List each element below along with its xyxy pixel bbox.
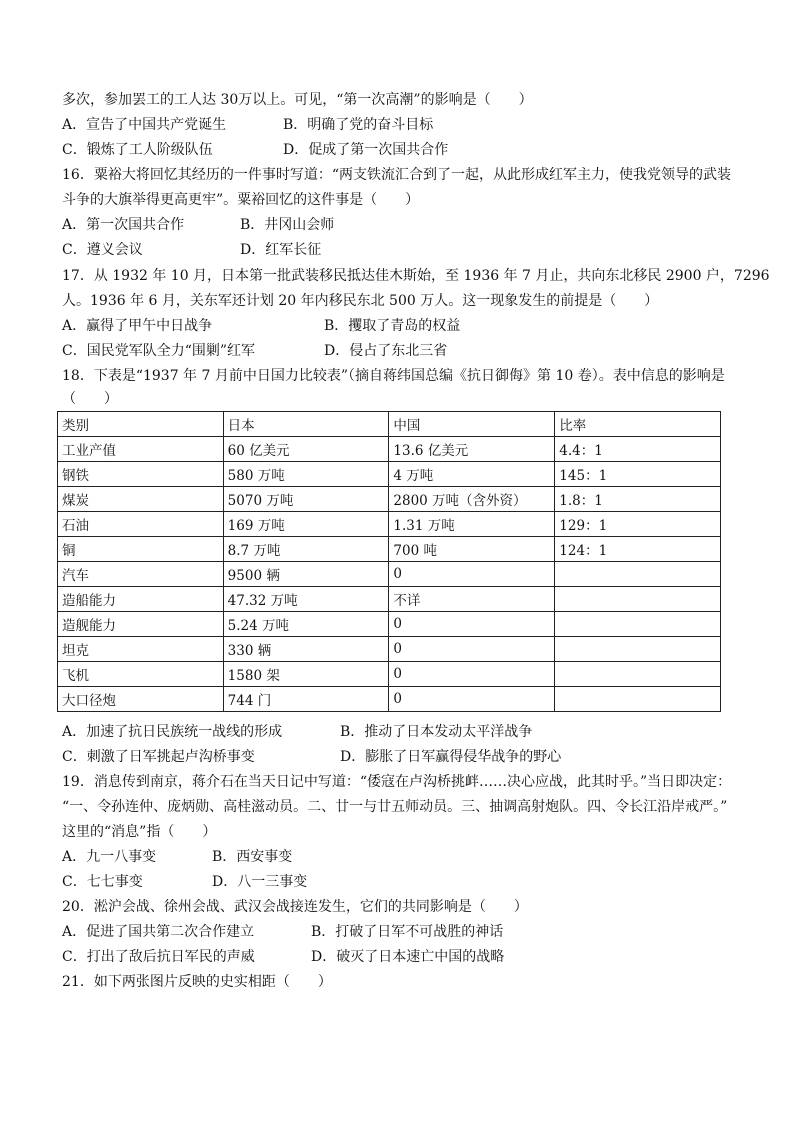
- table-cell: [555, 637, 721, 662]
- table-row: [58, 612, 721, 637]
- q15-option-c: C．锻炼了工人阶级队伍: [62, 142, 213, 158]
- q19-option-a: A．九一八事变: [62, 849, 157, 865]
- q18-stem-line-1: 18．下表是“1937 年 7 月前中日国力比较表”（摘自蒋纬国总编《抗日御侮》第 10 卷）。表中信息的影响是: [62, 368, 725, 384]
- table-row: [58, 687, 721, 712]
- q19-stem-line-1: 19．消息传到南京，蒋介石在当天日记中写道：“倭寇在卢沟桥挑衅……决心应战，此其时乎。”当日即决定：: [62, 774, 732, 790]
- table-cell: 0: [389, 662, 555, 687]
- table-cell: 129：1: [555, 512, 721, 537]
- table-cell: 145：1: [555, 462, 721, 487]
- q20-option-a: A．促进了国共第二次合作建立: [62, 924, 255, 940]
- table-row: [58, 537, 721, 562]
- table-cell: 铜: [58, 537, 224, 562]
- table-cell: 700 吨: [389, 537, 555, 562]
- table-row: [58, 462, 721, 487]
- q20-option-d: D．破灭了日本速亡中国的战略: [311, 949, 505, 965]
- table-cell: 钢铁: [58, 462, 224, 487]
- table-cell: 580 万吨: [223, 462, 389, 487]
- q15-option-a: A．宣告了中国共产党诞生: [62, 117, 227, 133]
- table-header-cell: 比率: [555, 412, 721, 437]
- table-cell: 0: [389, 637, 555, 662]
- q19-option-c: C．七七事变: [62, 874, 143, 890]
- table-cell: 4.4：1: [555, 437, 721, 462]
- table-cell: 330 辆: [223, 637, 389, 662]
- table-cell: [555, 562, 721, 587]
- table-header-cell: 中国: [389, 412, 555, 437]
- q20-stem: 20．淞沪会战、徐州会战、武汉会战接连发生，它们的共同影响是（ ）: [62, 899, 528, 915]
- table-cell: 大口径炮: [58, 687, 224, 712]
- q18-option-b: B．推动了日本发动太平洋战争: [340, 724, 533, 740]
- table-cell: 造舰能力: [58, 612, 224, 637]
- table-cell: 造船能力: [58, 587, 224, 612]
- table-cell: 8.7 万吨: [223, 537, 389, 562]
- table-cell: 2800 万吨（含外资）: [389, 487, 555, 512]
- table-row: [58, 437, 721, 462]
- table-header-row: [58, 412, 721, 437]
- table-cell: 169 万吨: [223, 512, 389, 537]
- q18-option-d: D．膨胀了日军赢得侵华战争的野心: [340, 749, 562, 765]
- table-cell: [555, 687, 721, 712]
- table-cell: 0: [389, 687, 555, 712]
- q16-option-d: D．红军长征: [240, 242, 322, 258]
- table-cell: [555, 612, 721, 637]
- q17-option-b: B．攫取了青岛的权益: [324, 318, 461, 334]
- table-cell: 1.8：1: [555, 487, 721, 512]
- q20-option-c: C．打出了敌后抗日军民的声威: [62, 949, 255, 965]
- q15-option-d: D．促成了第一次国共合作: [283, 142, 449, 158]
- table-row: [58, 637, 721, 662]
- table-cell: 石油: [58, 512, 224, 537]
- table-row: [58, 512, 721, 537]
- table-cell: 124：1: [555, 537, 721, 562]
- q19-stem-line-3: 这里的“消息”指（ ）: [62, 824, 217, 840]
- table-cell: [555, 662, 721, 687]
- q17-option-c: C．国民党军队全力“围剿”红军: [62, 343, 256, 359]
- table-row: [58, 487, 721, 512]
- q16-option-b: B．井冈山会师: [240, 217, 335, 233]
- q16-option-c: C．遵义会议: [62, 242, 143, 258]
- table-cell: 60 亿美元: [223, 437, 389, 462]
- table-cell: [555, 587, 721, 612]
- table-cell: 0: [389, 562, 555, 587]
- table-cell: 5070 万吨: [223, 487, 389, 512]
- table-header-cell: 日本: [223, 412, 389, 437]
- q17-option-d: D．侵占了东北三省: [324, 343, 448, 359]
- table-cell: 9500 辆: [223, 562, 389, 587]
- q19-option-b: B．西安事变: [212, 849, 293, 865]
- comparison-table: [57, 411, 721, 712]
- q21-stem: 21．如下两张图片反映的史实相距（ ）: [62, 974, 332, 990]
- q16-stem-line-1: 16．粟裕大将回忆其经历的一件事时写道：“两支铁流汇合到了一起，从此形成红军主力，使我党领导的武装: [62, 167, 731, 183]
- table-cell: 744 门: [223, 687, 389, 712]
- table-cell: 5.24 万吨: [223, 612, 389, 637]
- q17-stem-line-1: 17．从 1932 年 10 月，日本第一批武装移民抵达佳木斯始，至 1936 年 7 月止，共向东北移民 2900 户，7296: [62, 268, 770, 284]
- q16-stem-line-2: 斗争的大旗举得更高更牢”。粟裕回忆的这件事是（ ）: [62, 192, 420, 208]
- table-cell: 煤炭: [58, 487, 224, 512]
- q18-option-a: A．加速了抗日民族统一战线的形成: [62, 724, 283, 740]
- table-cell: 4 万吨: [389, 462, 555, 487]
- q17-option-a: A．赢得了甲午中日战争: [62, 318, 213, 334]
- table-cell: 1.31 万吨: [389, 512, 555, 537]
- table-cell: 47.32 万吨: [223, 587, 389, 612]
- q15-option-b: B．明确了党的奋斗目标: [283, 117, 434, 133]
- table-cell: 工业产值: [58, 437, 224, 462]
- table-cell: 坦克: [58, 637, 224, 662]
- q19-option-d: D．八一三事变: [212, 874, 308, 890]
- table-row: [58, 587, 721, 612]
- table-cell: 不详: [389, 587, 555, 612]
- table-row: [58, 562, 721, 587]
- q18-option-c: C．刺激了日军挑起卢沟桥事变: [62, 749, 255, 765]
- table-header-cell: 类别: [58, 412, 224, 437]
- q16-option-a: A．第一次国共合作: [62, 217, 185, 233]
- q17-stem-line-2: 人。1936 年 6 月，关东军还计划 20 年内移民东北 500 万人。这一现象发生的前提是（ ）: [62, 293, 659, 309]
- table-row: [58, 662, 721, 687]
- q18-stem-line-2: （ ）: [62, 391, 118, 407]
- table-cell: 1580 架: [223, 662, 389, 687]
- q20-option-b: B．打破了日军不可战胜的神话: [311, 924, 504, 940]
- table-cell: 0: [389, 612, 555, 637]
- table-cell: 汽车: [58, 562, 224, 587]
- table-cell: 13.6 亿美元: [389, 437, 555, 462]
- table-cell: 飞机: [58, 662, 224, 687]
- q19-stem-line-2: “一、令孙连仲、庞炳勋、高桂滋动员。二、廿一与廿五师动员。三、抽调高射炮队。四、令长江沿岸戒严。”: [62, 799, 728, 815]
- q15-stem: 多次，参加罢工的工人达 30万以上。可见，“第一次高潮”的影响是（ ）: [62, 92, 533, 108]
